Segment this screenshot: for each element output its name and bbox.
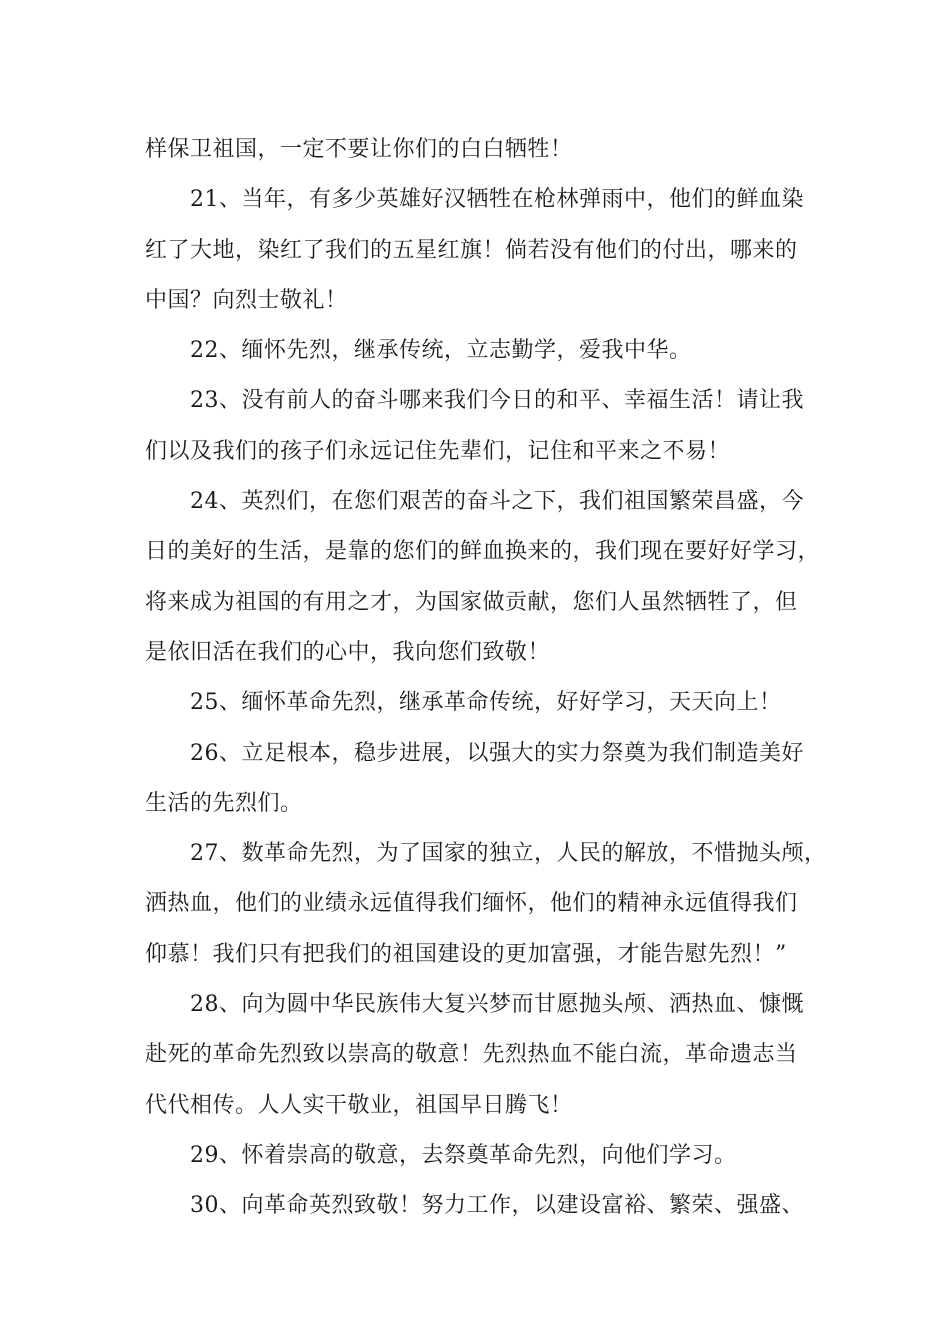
text-line: 27、数革命先烈，为了国家的独立，人民的解放，不惜抛头颅， [190, 841, 827, 867]
text-line: 洒热血，他们的业绩永远值得我们缅怀，他们的精神永远值得我们 [145, 891, 798, 917]
text-line: 样保卫祖国，一定不要让你们的白白牺牲！ [145, 137, 573, 162]
text-line: 日的美好的生活，是靠的您们的鲜血换来的，我们现在要好好学习， [145, 539, 821, 565]
text-line: 30、向革命英烈致敬！努力工作，以建设富裕、繁荣、强盛、 [190, 1193, 804, 1219]
text-line: 28、向为圆中华民族伟大复兴梦而甘愿抛头颅、洒热血、慷慨 [190, 992, 804, 1018]
text-line: 24、英烈们，在您们艰苦的奋斗之下，我们祖国繁荣昌盛，今 [190, 489, 804, 515]
text-line: 是依旧活在我们的心中，我向您们致敬！ [145, 639, 551, 665]
text-line: 25、缅怀革命先烈，继承革命传统，好好学习，天天向上！ [190, 690, 782, 716]
text-line: 将来成为祖国的有用之才，为国家做贡献，您们人虽然牺牲了，但 [145, 589, 798, 615]
text-line: 赴死的革命先烈致以崇高的敬意！先烈热血不能白流，革命遗志当 [145, 1042, 798, 1068]
text-line: 们以及我们的孩子们永远记住先辈们，记住和平来之不易！ [145, 438, 731, 464]
text-line: 仰慕！我们只有把我们的祖国建设的更加富强，才能告慰先烈！” [145, 941, 787, 967]
text-line: 22、缅怀先烈，继承传统，立志勤学，爱我中华。 [190, 338, 692, 364]
text-line: 代代相传。人人实干敬业，祖国早日腾飞！ [145, 1092, 573, 1118]
text-line: 29、怀着崇高的敬意，去祭奠革命先烈，向他们学习。 [190, 1142, 737, 1168]
text-line: 26、立足根本，稳步进展，以强大的实力祭奠为我们制造美好 [190, 740, 804, 766]
text-line: 21、当年，有多少英雄好汉牺牲在枪林弹雨中，他们的鲜血染 [190, 187, 804, 213]
text-line: 生活的先烈们。 [145, 790, 303, 816]
text-line: 红了大地，染红了我们的五星红旗！倘若没有他们的付出，哪来的 [145, 237, 798, 263]
text-line: 中国？向烈士敬礼！ [145, 287, 348, 313]
text-line: 23、没有前人的奋斗哪来我们今日的和平、幸福生活！请让我 [190, 388, 804, 414]
document-body [145, 125, 827, 1232]
